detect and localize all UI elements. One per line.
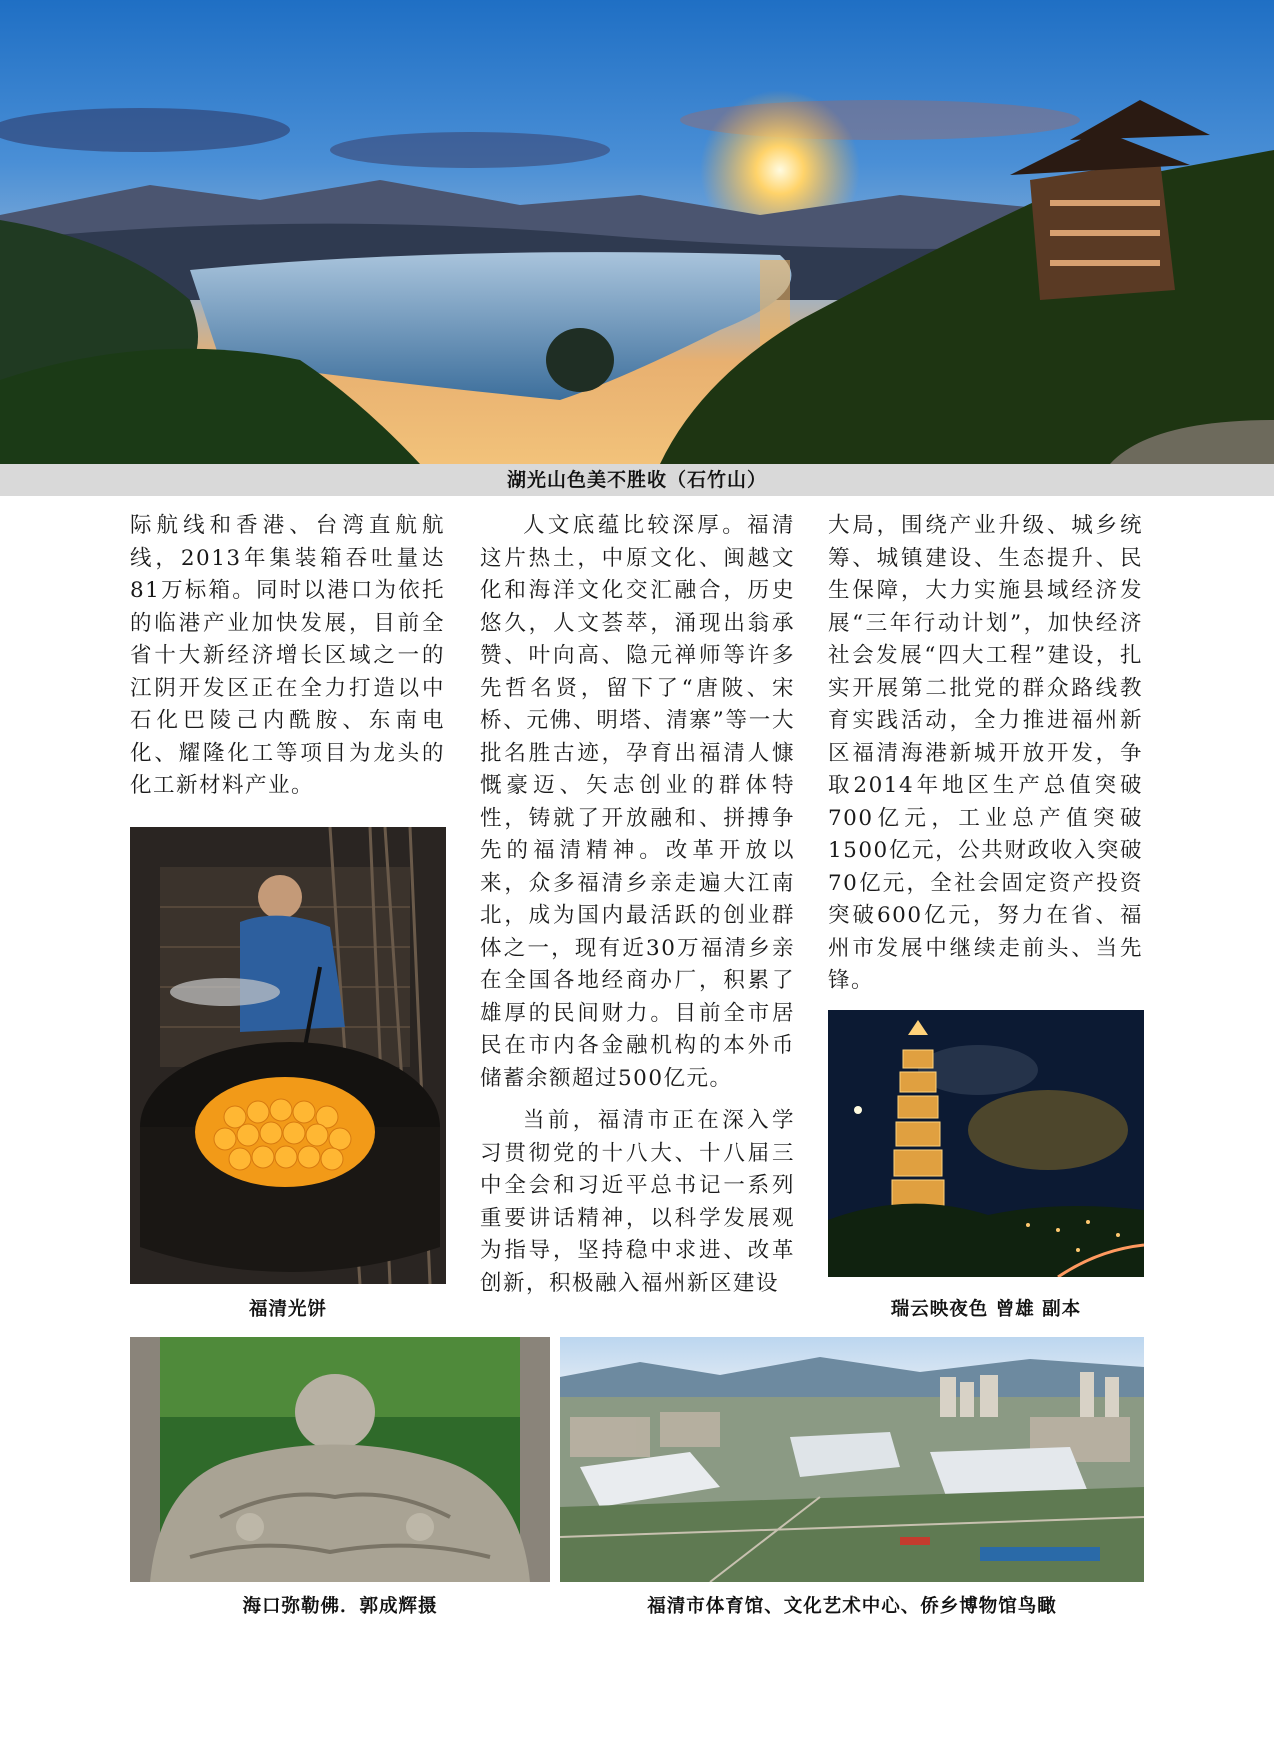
- aerial-caption: 福清市体育馆、文化艺术中心、侨乡博物馆鸟瞰: [647, 1596, 1057, 1617]
- buddha-caption: 海口弥勒佛．郭成辉摄: [242, 1596, 438, 1617]
- buddha-statue-photo: [130, 1337, 550, 1582]
- column1-paragraph: 际航线和香港、台湾直航航线，2013年集装箱吞吐量达81万标箱。同时以港口为依托的临港产业加快发展，目前全省十大新经济增长区域之一的江阴开发区正在全力打造以中石化巴陵己内酰胺、东南电化、耀隆化工等项目为龙头的化工新材料产业。: [130, 513, 445, 798]
- hero-caption: 湖光山色美不胜收（石竹山）: [0, 464, 1274, 496]
- pagoda-night-photo: [828, 1010, 1144, 1277]
- pagoda-caption: 瑞云映夜色 曾雄 副本: [890, 1299, 1082, 1320]
- guangbing-caption: 福清光饼: [248, 1299, 327, 1320]
- guangbing-photo: [130, 827, 446, 1284]
- aerial-city-photo: [560, 1337, 1144, 1582]
- text-column-1: [130, 510, 445, 803]
- text-column-3: [828, 510, 1143, 998]
- column2-paragraph-2: 当前，福清市正在深入学习贯彻党的十八大、十八届三中全会和习近平总书记一系列重要讲话精神，以科学发展观为指导，坚持稳中求进、改革创新，积极融入福州新区建设: [480, 1108, 795, 1296]
- hero-landscape-photo: [0, 0, 1274, 464]
- column3-paragraph: 大局，围绕产业升级、城乡统筹、城镇建设、生态提升、民生保障，大力实施县域经济发展“三年行动计划”，加快经济社会发展“四大工程”建设，扎实开展第二批党的群众路线教育实践活动，全力推进福州新区福清海港新城开放开发，争取2014年地区生产总值突破700亿元，工业总产值突破1500亿元，公共财政收入突破70亿元，全社会固定资产投资突破600亿元，努力在省、福州市发展中继续走前头、当先锋。: [828, 513, 1143, 993]
- column2-paragraph-1: 人文底蕴比较深厚。福清这片热土，中原文化、闽越文化和海洋文化交汇融合，历史悠久，人文荟萃，涌现出翁承赞、叶向高、隐元禅师等许多先哲名贤，留下了“唐陂、宋桥、元佛、明塔、清寨”等一大批名胜古迹，孕育出福清人慷慨豪迈、矢志创业的群体特性，铸就了开放融和、拼搏争先的福清精神。改革开放以来，众多福清乡亲走遍大江南北，成为国内最活跃的创业群体之一，现有近30万福清乡亲在全国各地经商办厂，积累了雄厚的民间财力。目前全市居民在市内各金融机构的本外币储蓄余额超过500亿元。: [480, 513, 795, 1091]
- text-column-2: [480, 510, 795, 1300]
